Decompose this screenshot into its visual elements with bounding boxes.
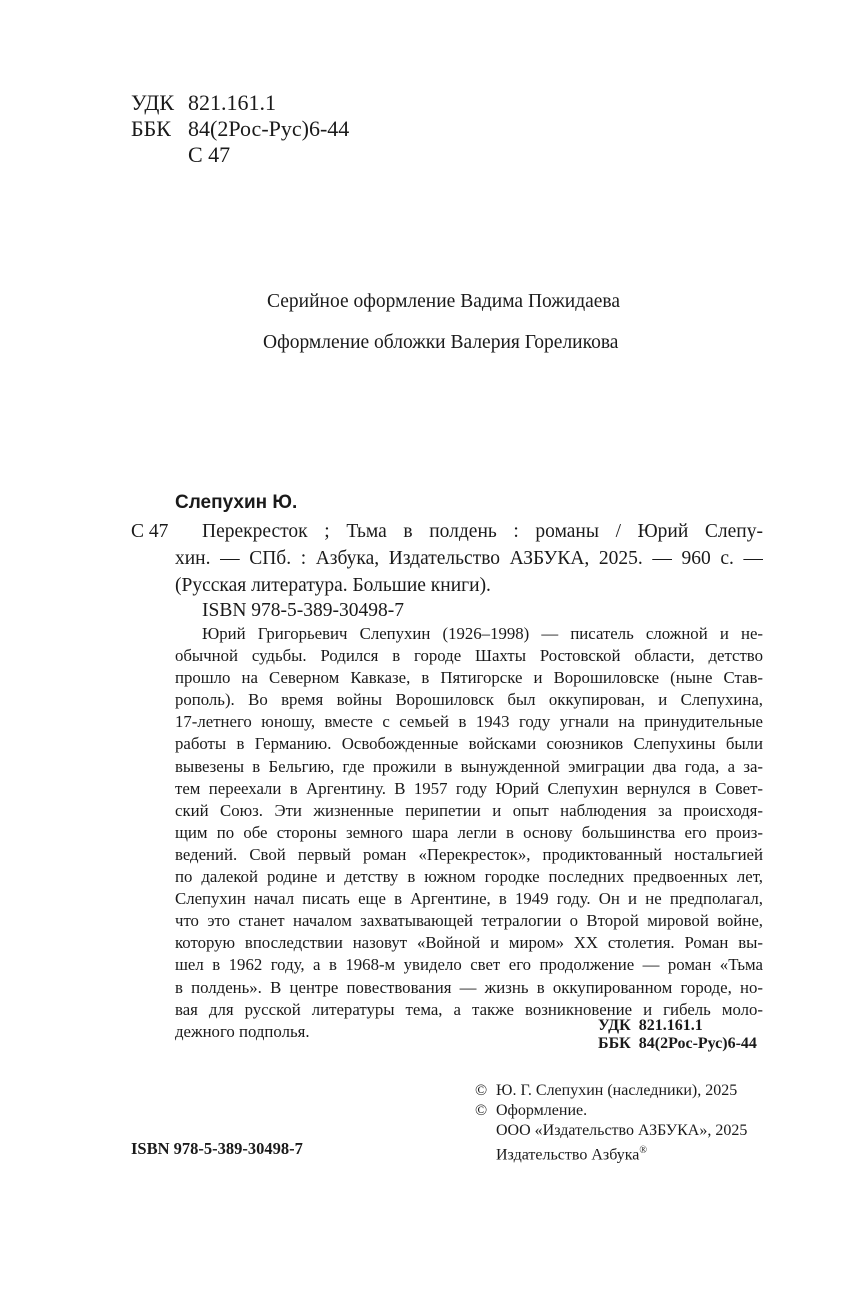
- annotation-line: вая для русской литературы тема, а также возникновение и гибель моло-: [175, 999, 763, 1019]
- udk-value: 821.161.1: [188, 90, 276, 115]
- cover-design-credit: Оформление обложки Валерия Гореликова: [263, 332, 619, 353]
- bbk-value: 84(2Рос-Рус)6-44: [188, 116, 350, 141]
- annotation-line: 17-летнего юношу, вместе с семьей в 1943 году угнали на принудительные: [175, 712, 763, 732]
- annotation-line: Слепухин начал писать еще в Аргентине, в 1949 году. Он и не предполагал,: [175, 889, 763, 909]
- author-sign-top: С 47: [188, 142, 231, 167]
- registered-mark: ®: [639, 1145, 647, 1156]
- copyright-symbol-1: ©: [475, 1082, 488, 1099]
- description-line: (Русская литература. Большие книги).: [175, 575, 491, 596]
- annotation-line: прошло на Северном Кавказе, в Пятигорске и Ворошиловске (ныне Став-: [175, 668, 763, 688]
- copyright-line-4: [496, 1141, 647, 1165]
- series-design-credit: Серийное оформление Вадима Пожидаева: [267, 291, 621, 312]
- publisher-name: Издательство Азбука: [496, 1146, 640, 1164]
- description-line: хин. — СПб. : Азбука, Издательство АЗБУКА, 2025. — 960 с. —: [175, 548, 763, 569]
- copyright-line-1: Ю. Г. Слепухин (наследники), 2025: [496, 1082, 738, 1099]
- annotation-line: ведений. Свой первый роман «Перекресток», продиктованный ностальгией: [175, 844, 763, 864]
- author-sign-card: С 47: [131, 521, 169, 542]
- bibliographic-description-cont: [175, 547, 763, 570]
- annotation: [175, 623, 763, 1043]
- udk-label: УДК: [131, 90, 175, 115]
- annotation-line: вывезены в Бельгию, где прожили в вынужденной эмиграции два года, а за-: [175, 756, 763, 776]
- annotation-line: обычной судьбы. Родился в городе Шахты Ростовской области, детство: [175, 646, 763, 666]
- annotation-line: которую впоследствии назовут «Войной и миром» XX столетия. Роман вы-: [175, 933, 763, 953]
- annotation-line: Юрий Григорьевич Слепухин (1926–1998) — писатель сложной и не-: [202, 624, 763, 643]
- copyright-line-3: ООО «Издательство АЗБУКА», 2025: [496, 1122, 748, 1139]
- copyright-symbol-2: ©: [475, 1102, 488, 1119]
- annotation-line: что это станет началом захватывающей тетралогии о Второй мировой войне,: [175, 911, 763, 931]
- copyright-line-2: Оформление.: [496, 1102, 588, 1119]
- bibliographic-description: [202, 520, 763, 543]
- annotation-line: щим по обе стороны земного шара легли в основу большинства его произ-: [175, 822, 763, 842]
- bbk-label: ББК: [131, 116, 171, 141]
- annotation-line: по далекой родине и детству в южном городке последних предвоенных лет,: [175, 867, 763, 887]
- annotation-line: дежного подполья.: [175, 1021, 310, 1041]
- card-bbk: ББК 84(2Рос-Рус)6-44: [598, 1035, 757, 1052]
- description-line: Перекресток ; Тьма в полдень : романы / Юрий Слепу-: [202, 521, 763, 542]
- annotation-line: в полдень». В центре повествования — жизнь в оккупированном городе, но-: [175, 977, 763, 997]
- footer-isbn: ISBN 978-5-389-30498-7: [131, 1139, 303, 1158]
- annotation-line: ский Союз. Эти жизненные перипетии и опыт наблюдения за происходя-: [175, 800, 763, 820]
- annotation-line: работы в Германию. Освобожденные войсками союзников Слепухины были: [175, 734, 763, 754]
- isbn-card: ISBN 978-5-389-30498-7: [202, 600, 405, 621]
- annotation-line: шел в 1962 году, а в 1968-м увидело свет его продолжение — роман «Тьма: [175, 955, 763, 975]
- annotation-line: рополь). Во время войны Ворошиловск был оккупирован, и Слепухина,: [175, 690, 763, 710]
- author-heading: Слепухин Ю.: [175, 492, 298, 513]
- card-udk: УДК 821.161.1: [598, 1017, 703, 1034]
- annotation-line: тем переехали в Аргентину. В 1957 году Юрий Слепухин вернулся в Совет-: [175, 778, 763, 798]
